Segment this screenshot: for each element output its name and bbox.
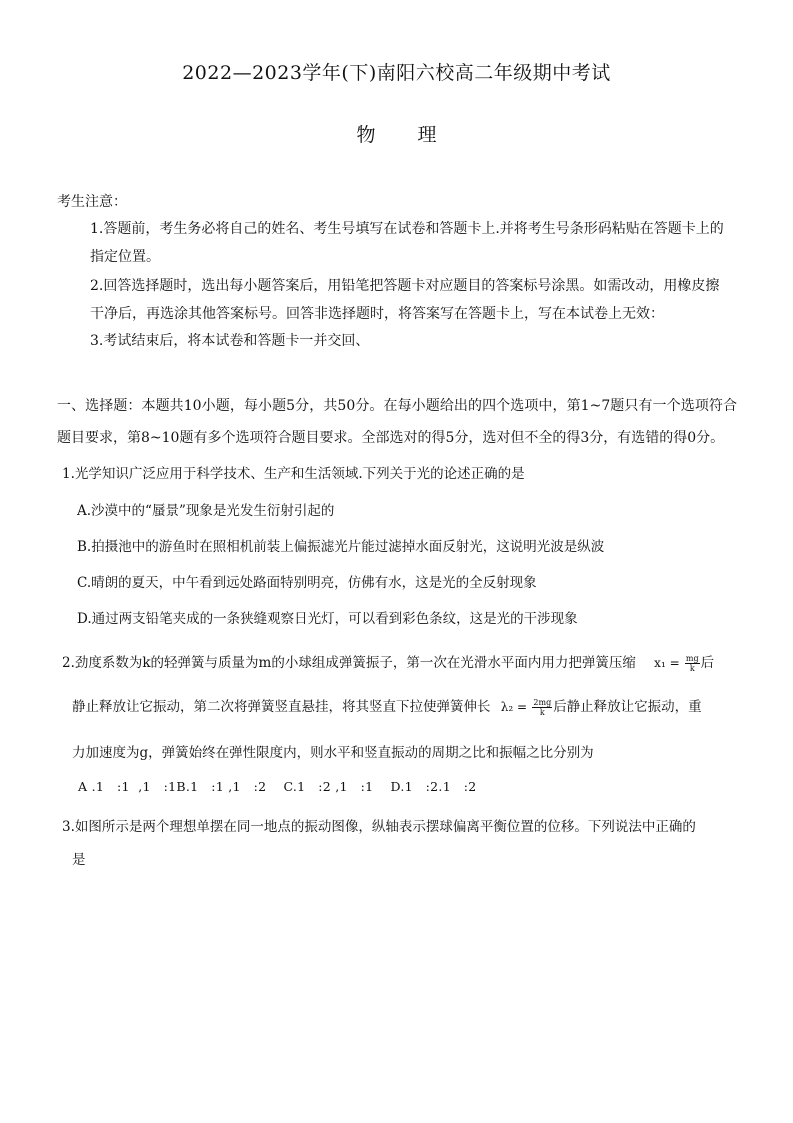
question-1-option-c: C.晴朗的夏天，中午看到远处路面特别明亮，仿佛有水，这是光的全反射现象	[77, 575, 537, 591]
notice-heading: 考生注意：	[57, 194, 127, 210]
question-2-text-1: 2.劲度系数为k的轻弹簧与质量为m的小球组成弹簧振子，第一次在光滑水平面内用力把弹簧压缩	[62, 655, 636, 671]
question-1-option-b: B.拍摄池中的游鱼时在照相机前装上偏振滤光片能过滤掉水面反射光，这说明光波是纵波	[77, 539, 605, 555]
question-2-text-2: 静止释放让它振动，第二次将弹簧竖直悬挂，将其竖直下拉使弹簧伸长	[72, 699, 491, 715]
question-2-line-3: 力加速度为g，弹簧始终在弹性限度内，则水平和竖直振动的周期之比和振幅之比分别为	[72, 745, 594, 761]
notice-item-3: 3.考试结束后，将本试卷和答题卡一并交回、	[90, 333, 370, 349]
subject-char-2: 理	[417, 124, 437, 146]
exam-title: 2022—2023学年(下)南阳六校高二年级期中考试	[182, 62, 611, 84]
question-3-line-2: 是	[72, 852, 86, 868]
question-1-stem: 1.光学知识广泛应用于科学技术、生产和生活领域.下列关于光的论述正确的是	[62, 466, 525, 482]
question-1-option-d: D.通过两支铅笔夹成的一条狭缝观察日光灯，可以看到彩色条纹，这是光的干涉现象	[77, 611, 578, 627]
x2-fraction	[532, 698, 552, 717]
question-3-line-1: 3.如图所示是两个理想单摆在同一地点的振动图像，纵轴表示摆球偏离平衡位置的位移。下列说法中正确的	[62, 819, 696, 835]
x2-numerator: 2mg	[533, 698, 552, 707]
notice-item-2: 2.回答选择题时，选出每小题答案后，用铅笔把答题卡对应题目的答案标号涂黑。如需改动，用橡皮擦干净后，再选涂其他答案标号。回答非选择题时，将答案写在答题卡上，写在本试卷上无效：	[90, 278, 720, 322]
question-2-line-1	[62, 651, 714, 673]
question-1-option-a: A.沙漠中的“蜃景”现象是光发生衍射引起的	[77, 503, 335, 519]
question-2-options: A .1 :1 ,1 :1B.1 :1 ,1 :2 C.1 :2 ,1 :1 D.1 :2.1 :2	[78, 779, 477, 794]
x1-label: x₁ =	[654, 656, 680, 670]
question-2-line-2	[72, 695, 702, 717]
x1-fraction	[685, 654, 700, 673]
x1-denominator: k	[689, 664, 695, 673]
subject-char-1: 物	[356, 124, 376, 146]
question-2-tail-1: 后	[700, 655, 715, 671]
section-one-instructions: 一、选择题：本题共10小题，每小题5分，共50分。在每小题给出的四个选项中，第1~7题只有一个选项符合题目要求，第8~10题有多个选项符合题目要求。全部选对的得5分，选对但不全的得3分，有选错的得0分。	[57, 398, 737, 446]
x1-numerator: mg	[685, 654, 699, 663]
x2-denominator: k	[539, 708, 545, 717]
subject-title	[0, 120, 793, 147]
x2-label: λ₂ =	[500, 700, 528, 714]
notice-item-1: 1.答题前，考生务必将自己的姓名、考生号填写在试卷和答题卡上.并将考生号条形码粘贴在答题卡上的指定位置。	[90, 221, 724, 265]
question-2-tail-2: 后静止释放让它振动，重	[553, 699, 702, 715]
